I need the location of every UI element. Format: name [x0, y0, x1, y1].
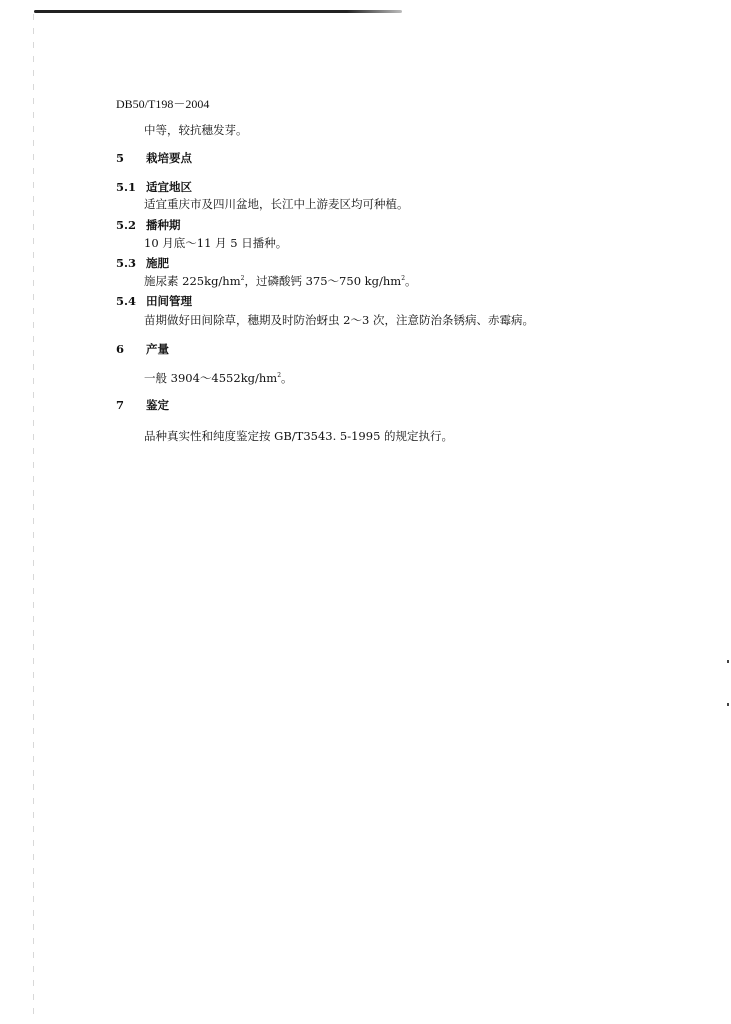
- subsection-title: 适宜地区: [146, 180, 192, 194]
- subsection-number: 5.3: [116, 256, 137, 270]
- subsection-title: 田间管理: [146, 294, 192, 308]
- section-5-2-heading: [116, 218, 181, 232]
- yield-text-b: 。: [281, 371, 293, 385]
- section-6-heading: [116, 342, 169, 356]
- section-5-2-text: 10 月底～11 月 5 日播种。: [144, 236, 288, 250]
- section-7-text: 品种真实性和纯度鉴定按 GB/T3543. 5-1995 的规定执行。: [144, 429, 454, 443]
- subsection-number: 5.4: [116, 294, 137, 308]
- section-5-1-heading: [116, 180, 192, 194]
- section-5-4-heading: [116, 294, 192, 308]
- scan-left-edge: [33, 14, 34, 1014]
- document-code: DB50/T198－2004: [116, 97, 210, 111]
- section-5-heading: [116, 151, 192, 165]
- section-number: 5: [116, 151, 125, 165]
- scan-speck: [727, 660, 729, 663]
- yield-text-a: 一般 3904～4552kg/hm: [144, 371, 278, 385]
- section-5-4-text: 苗期做好田间除草，穗期及时防治蚜虫 2～3 次，注意防治条锈病、赤霉病。: [144, 313, 534, 327]
- section-5-3-heading: [116, 256, 169, 270]
- section-number: 6: [116, 342, 125, 356]
- fertilizer-text-b: ，过磷酸钙 375～750 kg/hm: [244, 274, 402, 288]
- section-title: 鉴定: [146, 398, 169, 412]
- section-5-3-text: [144, 274, 417, 288]
- subsection-number: 5.1: [116, 180, 137, 194]
- section-title: 栽培要点: [146, 151, 192, 165]
- superscript: 2: [401, 275, 406, 283]
- section-title: 产量: [146, 342, 169, 356]
- fertilizer-text-c: 。: [405, 274, 417, 288]
- section-5-1-text: 适宜重庆市及四川盆地，长江中上游麦区均可种植。: [144, 197, 409, 211]
- section-7-heading: [116, 398, 169, 412]
- superscript: 2: [277, 372, 282, 380]
- superscript: 2: [240, 275, 245, 283]
- subsection-title: 施肥: [146, 256, 169, 270]
- scan-top-bar: [34, 10, 402, 13]
- continuation-text: 中等，较抗穗发芽。: [144, 123, 248, 137]
- fertilizer-text-a: 施尿素 225kg/hm: [144, 274, 241, 288]
- subsection-title: 播种期: [146, 218, 181, 232]
- scan-speck: [727, 703, 729, 706]
- section-number: 7: [116, 398, 125, 412]
- subsection-number: 5.2: [116, 218, 137, 232]
- section-6-text: [144, 371, 293, 385]
